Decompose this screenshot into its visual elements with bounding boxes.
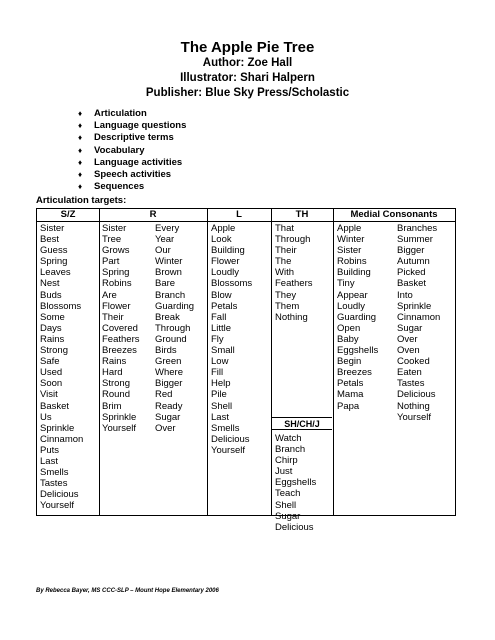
- word-item: Autumn: [397, 256, 430, 268]
- word-item: Loudly: [211, 267, 239, 279]
- word-item: Sprinkle: [102, 411, 137, 423]
- word-item: Yourself: [102, 422, 136, 434]
- word-item: Through: [155, 322, 191, 334]
- diamond-bullet-icon: ♦: [78, 170, 83, 180]
- word-item: Oven: [397, 345, 420, 357]
- word-item: Smells: [40, 467, 69, 479]
- word-item: Breezes: [102, 345, 137, 357]
- header-medial-consonants: Medial Consonants: [350, 209, 438, 220]
- bullet-label: Language questions: [94, 120, 187, 132]
- medial-word-list-1: [337, 223, 378, 412]
- word-item: Building: [337, 267, 371, 279]
- word-item: They: [275, 289, 297, 301]
- word-item: Through: [275, 234, 311, 246]
- word-item: Tastes: [397, 378, 425, 390]
- word-item: Teach: [275, 488, 301, 500]
- word-item: Last: [211, 411, 229, 423]
- word-item: Cinnamon: [40, 433, 84, 445]
- word-item: The: [275, 256, 292, 268]
- footer-credit: By Rebecca Bayer, MS CCC-SLP – Mount Hope Elementary 2006: [36, 588, 219, 594]
- word-item: Buds: [40, 289, 62, 301]
- bullet-item: [78, 120, 186, 132]
- header-sz: S/Z: [60, 209, 76, 220]
- word-item: Low: [211, 356, 229, 368]
- bullet-item: [78, 108, 186, 120]
- word-item: Papa: [337, 400, 360, 412]
- word-item: Eggshells: [275, 477, 317, 489]
- word-item: Ready: [155, 400, 183, 412]
- word-item: Over: [397, 333, 418, 345]
- word-item: Their: [102, 311, 124, 323]
- word-item: Guarding: [337, 311, 377, 323]
- word-item: Where: [155, 367, 183, 379]
- bullet-item: [78, 157, 186, 169]
- sz-word-list: [40, 223, 83, 511]
- bullet-item: [78, 132, 186, 144]
- word-item: Winter: [337, 234, 365, 246]
- word-item: Baby: [337, 333, 359, 345]
- word-item: Cooked: [397, 356, 430, 368]
- word-item: Smells: [211, 422, 240, 434]
- r-word-list-2: [155, 223, 194, 434]
- word-item: Eggshells: [337, 345, 379, 357]
- word-item: Robins: [102, 278, 132, 290]
- diamond-bullet-icon: ♦: [78, 145, 83, 155]
- word-item: Basket: [397, 278, 427, 290]
- word-item: Sister: [40, 223, 65, 234]
- word-item: Robins: [337, 256, 367, 268]
- header-r: R: [149, 209, 157, 220]
- word-item: Delicious: [40, 489, 79, 501]
- word-item: Shell: [211, 400, 233, 412]
- word-item: Last: [40, 455, 58, 467]
- word-item: Rains: [40, 333, 65, 345]
- word-item: Guarding: [155, 300, 195, 312]
- bullet-label: Descriptive terms: [94, 132, 174, 144]
- word-item: Covered: [102, 322, 138, 334]
- contents-bullet-list: [78, 108, 186, 193]
- word-item: Ground: [155, 333, 187, 345]
- diamond-bullet-icon: ♦: [78, 133, 83, 143]
- word-item: Branch: [275, 444, 306, 456]
- word-item: Sister: [102, 223, 127, 234]
- word-item: Grows: [102, 245, 130, 257]
- word-item: Puts: [40, 444, 60, 456]
- word-item: Spring: [40, 256, 68, 268]
- header-l: L: [236, 209, 242, 220]
- word-item: Sister: [337, 245, 362, 257]
- word-item: Building: [211, 245, 245, 257]
- word-item: Spring: [102, 267, 130, 279]
- word-item: Yourself: [397, 411, 431, 423]
- bullet-label: Language activities: [94, 156, 183, 168]
- word-item: Eaten: [397, 367, 422, 379]
- word-item: Bare: [155, 278, 176, 290]
- word-item: Used: [40, 367, 63, 379]
- word-item: Tree: [102, 234, 122, 246]
- author-line: Author: Zoe Hall: [202, 57, 293, 69]
- word-item: Sprinkle: [40, 422, 75, 434]
- document-header: [0, 40, 495, 101]
- bullet-label: Vocabulary: [94, 144, 145, 156]
- publisher-line: Publisher: Blue Sky Press/Scholastic: [145, 87, 350, 99]
- column-divider: [333, 209, 334, 515]
- word-item: Fill: [211, 367, 224, 379]
- word-item: Chirp: [275, 455, 298, 467]
- word-item: Cinnamon: [397, 311, 441, 323]
- word-item: Sugar: [397, 322, 423, 334]
- word-item: Some: [40, 311, 65, 323]
- word-item: Blow: [211, 289, 232, 301]
- diamond-bullet-icon: ♦: [78, 157, 83, 167]
- word-item: Petals: [337, 378, 364, 390]
- articulation-table: [36, 208, 456, 533]
- column-divider: [271, 209, 272, 515]
- word-item: Look: [211, 234, 232, 246]
- word-item: Part: [102, 256, 120, 268]
- word-item: Hard: [102, 367, 123, 379]
- word-item: Yourself: [211, 444, 245, 456]
- word-item: Sugar: [155, 411, 181, 423]
- l-word-list: [211, 223, 252, 456]
- word-item: Sugar: [275, 510, 301, 522]
- word-item: Branch: [155, 289, 186, 301]
- word-item: Watch: [275, 433, 302, 444]
- word-item: Breezes: [337, 367, 372, 379]
- word-item: Break: [155, 311, 180, 323]
- header-th: TH: [295, 209, 309, 220]
- word-item: Appear: [337, 289, 368, 301]
- word-item: Days: [40, 322, 62, 334]
- word-item: Delicious: [275, 521, 314, 533]
- word-item: Rains: [102, 356, 127, 368]
- word-item: Picked: [397, 267, 426, 279]
- word-item: Apple: [337, 223, 362, 234]
- column-divider: [207, 209, 208, 515]
- bullet-item: [78, 145, 186, 157]
- word-item: Visit: [40, 389, 58, 401]
- bullet-label: Sequences: [94, 181, 145, 193]
- word-item: Sprinkle: [397, 300, 432, 312]
- diamond-bullet-icon: ♦: [78, 182, 83, 192]
- word-item: Them: [275, 300, 300, 312]
- word-item: Green: [155, 356, 182, 368]
- articulation-targets-label: Articulation targets:: [36, 195, 127, 206]
- word-item: Tiny: [337, 278, 355, 290]
- word-item: Little: [211, 322, 232, 334]
- column-divider: [99, 209, 100, 515]
- word-item: Nothing: [275, 311, 308, 323]
- word-item: Year: [155, 234, 175, 246]
- word-item: With: [275, 267, 294, 279]
- word-item: Summer: [397, 234, 433, 246]
- word-item: Their: [275, 245, 297, 257]
- word-item: Basket: [40, 400, 70, 412]
- th-word-list: [275, 223, 313, 323]
- word-item: Strong: [102, 378, 130, 390]
- word-item: Small: [211, 345, 235, 357]
- word-item: Branches: [397, 223, 438, 234]
- word-item: Are: [102, 289, 117, 301]
- word-item: Strong: [40, 345, 68, 357]
- medial-word-list-2: [397, 223, 440, 423]
- word-item: Just: [275, 466, 293, 478]
- word-item: Brim: [102, 400, 122, 412]
- word-item: Pile: [211, 389, 227, 401]
- word-item: Flower: [102, 300, 131, 312]
- diamond-bullet-icon: ♦: [78, 121, 83, 131]
- sh-ch-j-word-list: [275, 433, 316, 533]
- word-item: Winter: [155, 256, 183, 268]
- word-item: Begin: [337, 356, 362, 368]
- header-sh-ch-j: SH/CH/J: [272, 417, 332, 430]
- word-item: That: [275, 223, 295, 234]
- word-item: Nest: [40, 278, 60, 290]
- bullet-label: Articulation: [94, 108, 147, 119]
- word-item: Best: [40, 234, 60, 246]
- word-item: Feathers: [275, 278, 313, 290]
- word-item: Flower: [211, 256, 240, 268]
- word-item: Tastes: [40, 478, 68, 490]
- word-item: Safe: [40, 356, 60, 368]
- word-item: Fall: [211, 311, 227, 323]
- word-item: Apple: [211, 223, 236, 234]
- word-item: Delicious: [397, 389, 436, 401]
- word-item: Delicious: [211, 433, 250, 445]
- word-item: Our: [155, 245, 171, 257]
- word-item: Round: [102, 389, 130, 401]
- bullet-label: Speech activities: [94, 169, 172, 181]
- word-item: Over: [155, 422, 176, 434]
- word-item: Yourself: [40, 500, 74, 512]
- word-item: Leaves: [40, 267, 71, 279]
- word-item: Into: [397, 289, 413, 301]
- word-item: Blossoms: [211, 278, 253, 290]
- word-item: Blossoms: [40, 300, 82, 312]
- word-item: Open: [337, 322, 361, 334]
- bullet-item: [78, 169, 186, 181]
- word-item: Red: [155, 389, 173, 401]
- word-item: Mama: [337, 389, 364, 401]
- word-item: Help: [211, 378, 231, 390]
- word-item: Every: [155, 223, 180, 234]
- word-item: Brown: [155, 267, 182, 279]
- bullet-item: [78, 181, 186, 193]
- word-item: Feathers: [102, 333, 140, 345]
- word-item: Petals: [211, 300, 238, 312]
- word-item: Soon: [40, 378, 63, 390]
- word-item: Nothing: [397, 400, 430, 412]
- word-item: Shell: [275, 499, 297, 511]
- word-item: Bigger: [397, 245, 425, 257]
- illustrator-line: Illustrator: Shari Halpern: [180, 72, 315, 84]
- word-item: Loudly: [337, 300, 365, 312]
- diamond-bullet-icon: ♦: [78, 109, 83, 118]
- word-item: Us: [40, 411, 52, 423]
- word-item: Fly: [211, 333, 224, 345]
- document-title: The Apple Pie Tree: [180, 39, 315, 56]
- r-word-list-1: [102, 223, 140, 434]
- word-item: Bigger: [155, 378, 183, 390]
- word-item: Birds: [155, 345, 177, 357]
- word-item: Guess: [40, 245, 68, 257]
